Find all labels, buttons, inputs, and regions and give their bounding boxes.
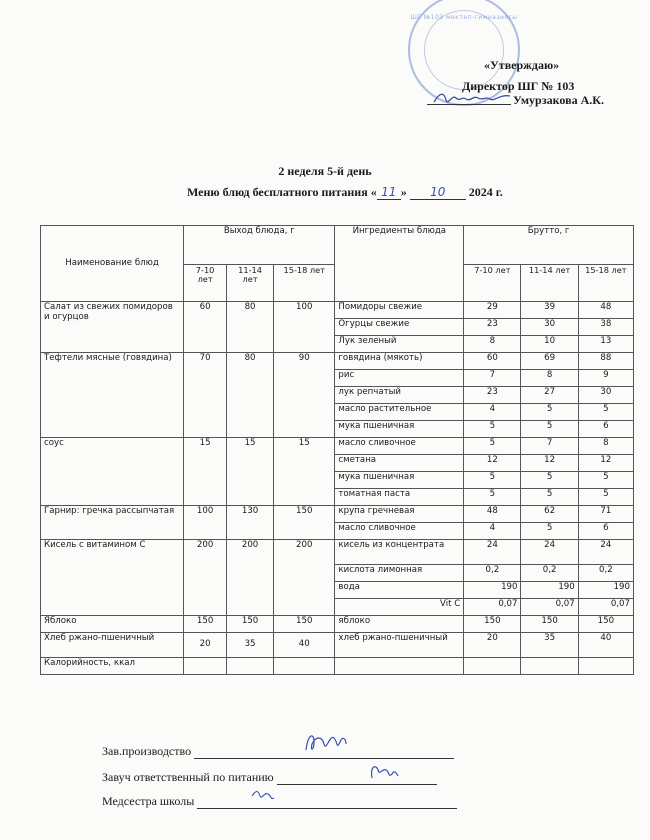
brutto-7-10: 48 (464, 506, 521, 523)
yield-15-18: 150 (274, 506, 335, 540)
brutto-7-10: 190 (464, 582, 521, 599)
table-row (41, 616, 634, 633)
ingredient: мука пшеничная (335, 421, 464, 438)
brutto-11-14: 5 (521, 404, 578, 421)
ingredient: яблоко (335, 616, 464, 633)
ingredient: Помидоры свежие (335, 302, 464, 319)
brutto-11-14: 8 (521, 370, 578, 387)
yield-7-10: 15 (184, 438, 227, 506)
header-yield-age3: 15-18 лет (274, 265, 335, 302)
brutto-11-14: 35 (521, 633, 578, 658)
yield-7-10: 20 (184, 633, 227, 658)
dish-name: Калорийность, ккал (41, 658, 184, 675)
footer-nurse-label: Медсестра школы (102, 794, 195, 808)
brutto-11-14: 7 (521, 438, 578, 455)
yield-15-18: 40 (274, 633, 335, 658)
yield-15-18: 200 (274, 540, 335, 616)
brutto-7-10: 12 (464, 455, 521, 472)
yield-15-18: 90 (274, 353, 335, 438)
menu-month: 10 (410, 185, 466, 200)
brutto-7-10: 0,2 (464, 565, 521, 582)
dish-name: соус (41, 438, 184, 506)
brutto-7-10: 23 (464, 387, 521, 404)
brutto-15-18: 5 (578, 404, 633, 421)
signature-line (197, 808, 457, 809)
header-brutto: Брутто, г (464, 226, 634, 265)
footer-production (102, 744, 454, 759)
brutto-7-10: 0,07 (464, 599, 521, 616)
brutto-15-18: 40 (578, 633, 633, 658)
brutto-7-10: 29 (464, 302, 521, 319)
table-row (41, 540, 634, 565)
head-teacher-signature (368, 760, 400, 782)
brutto-7-10: 23 (464, 319, 521, 336)
brutto-11-14: 5 (521, 523, 578, 540)
signature-line (277, 784, 437, 785)
brutto-7-10: 4 (464, 404, 521, 421)
week-day-title: 2 неделя 5-й день (278, 164, 372, 178)
dish-name: Яблоко (41, 616, 184, 633)
table-row (41, 438, 634, 455)
table-row (41, 506, 634, 523)
footer-head-teacher-label: Завуч ответственный по питанию (102, 770, 274, 784)
header-yield: Выход блюда, г (184, 226, 335, 265)
brutto-7-10: 20 (464, 633, 521, 658)
yield-11-14: 130 (227, 506, 274, 540)
ingredient: Vit C (335, 599, 464, 616)
brutto-7-10: 5 (464, 489, 521, 506)
header-brutto-age1: 7-10 лет (464, 265, 521, 302)
brutto-15-18: 24 (578, 540, 633, 565)
brutto-11-14: 0,2 (521, 565, 578, 582)
yield-15-18: 150 (274, 616, 335, 633)
ingredient: масло сливочное (335, 438, 464, 455)
brutto-11-14: 12 (521, 455, 578, 472)
director-name: Умурзакова А.К. (513, 93, 604, 107)
brutto-15-18: 6 (578, 421, 633, 438)
yield-11-14: 35 (227, 633, 274, 658)
brutto-11-14: 69 (521, 353, 578, 370)
header-brutto-age3: 15-18 лет (578, 265, 633, 302)
yield-7-10: 200 (184, 540, 227, 616)
dish-name: Салат из свежих помидоров и огурцов (41, 302, 184, 353)
ingredient: говядина (мякоть) (335, 353, 464, 370)
brutto-7-10: 5 (464, 472, 521, 489)
brutto-15-18: 190 (578, 582, 633, 599)
yield-11-14: 150 (227, 616, 274, 633)
header-ingredients: Ингредиенты блюда (335, 226, 464, 302)
table-row (41, 658, 634, 675)
ingredient: Огурцы свежие (335, 319, 464, 336)
ingredient: кисель из концентрата (335, 540, 464, 565)
footer-nurse (102, 794, 457, 809)
ingredient: крупа гречневая (335, 506, 464, 523)
header-dish: Наименование блюд (41, 226, 184, 302)
brutto-15-18: 38 (578, 319, 633, 336)
yield-11-14: 80 (227, 302, 274, 353)
brutto-11-14: 5 (521, 489, 578, 506)
ingredient: мука пшеничная (335, 472, 464, 489)
ingredient: сметана (335, 455, 464, 472)
production-signature (300, 728, 350, 756)
ingredient: томатная паста (335, 489, 464, 506)
brutto-15-18: 6 (578, 523, 633, 540)
footer-production-label: Зав.производство (102, 744, 192, 758)
brutto-7-10: 4 (464, 523, 521, 540)
brutto-11-14: 5 (521, 421, 578, 438)
brutto-15-18: 12 (578, 455, 633, 472)
dish-name: Хлеб ржано-пшеничный (41, 633, 184, 658)
menu-table (40, 225, 634, 675)
brutto-11-14: 190 (521, 582, 578, 599)
table-row (41, 633, 634, 658)
brutto-11-14: 39 (521, 302, 578, 319)
brutto-11-14: 24 (521, 540, 578, 565)
brutto-15-18: 9 (578, 370, 633, 387)
stamp-text: ШГ №103 мектеп-гимназиясы (410, 14, 518, 21)
brutto-11-14: 5 (521, 472, 578, 489)
yield-11-14: 200 (227, 540, 274, 616)
brutto-11-14: 150 (521, 616, 578, 633)
dish-name: Тефтели мясные (говядина) (41, 353, 184, 438)
brutto-15-18: 88 (578, 353, 633, 370)
brutto-7-10: 150 (464, 616, 521, 633)
brutto-15-18: 150 (578, 616, 633, 633)
ingredient: Лук зеленый (335, 336, 464, 353)
brutto-15-18: 8 (578, 438, 633, 455)
brutto-11-14: 30 (521, 319, 578, 336)
brutto-7-10: 7 (464, 370, 521, 387)
brutto-7-10: 5 (464, 438, 521, 455)
ingredient: масло растительное (335, 404, 464, 421)
brutto-15-18: 48 (578, 302, 633, 319)
yield-7-10: 100 (184, 506, 227, 540)
brutto-11-14: 0,07 (521, 599, 578, 616)
dish-name: Кисель с витамином С (41, 540, 184, 616)
dish-name: Гарнир: гречка рассыпчатая (41, 506, 184, 540)
brutto-15-18: 30 (578, 387, 633, 404)
ingredient: хлеб ржано-пшеничный (335, 633, 464, 658)
ingredient: рис (335, 370, 464, 387)
ingredient: лук репчатый (335, 387, 464, 404)
yield-7-10: 70 (184, 353, 227, 438)
brutto-15-18: 13 (578, 336, 633, 353)
yield-11-14: 15 (227, 438, 274, 506)
brutto-15-18: 0,07 (578, 599, 633, 616)
menu-title-prefix: Меню блюд бесплатного питания « (187, 185, 377, 199)
director-title: Директор ШГ № 103 (462, 79, 575, 93)
brutto-15-18: 5 (578, 489, 633, 506)
brutto-7-10: 5 (464, 421, 521, 438)
brutto-15-18: 71 (578, 506, 633, 523)
director-signature (430, 88, 520, 108)
table-row (41, 302, 634, 319)
header-yield-age1: 7-10 лет (184, 265, 227, 302)
nurse-signature (250, 786, 276, 804)
ingredient: кислота лимонная (335, 565, 464, 582)
yield-11-14: 80 (227, 353, 274, 438)
brutto-11-14: 27 (521, 387, 578, 404)
yield-7-10: 60 (184, 302, 227, 353)
table-header-row (41, 226, 634, 265)
brutto-7-10: 8 (464, 336, 521, 353)
menu-title (187, 185, 503, 200)
approve-label: «Утверждаю» (484, 58, 560, 72)
menu-title-mid: » (400, 185, 407, 199)
yield-7-10: 150 (184, 616, 227, 633)
yield-15-18: 15 (274, 438, 335, 506)
ingredient: вода (335, 582, 464, 599)
header-brutto-age2: 11-14 лет (521, 265, 578, 302)
brutto-11-14: 62 (521, 506, 578, 523)
brutto-15-18: 0,2 (578, 565, 633, 582)
table-row (41, 353, 634, 370)
header-yield-age2: 11-14 лет (227, 265, 274, 302)
menu-day: 11 (377, 185, 401, 200)
menu-year: 2024 г. (468, 185, 503, 199)
brutto-11-14: 10 (521, 336, 578, 353)
brutto-7-10: 60 (464, 353, 521, 370)
brutto-7-10: 24 (464, 540, 521, 565)
yield-15-18: 100 (274, 302, 335, 353)
brutto-15-18: 5 (578, 472, 633, 489)
ingredient: масло сливочное (335, 523, 464, 540)
signature-line (194, 758, 454, 759)
